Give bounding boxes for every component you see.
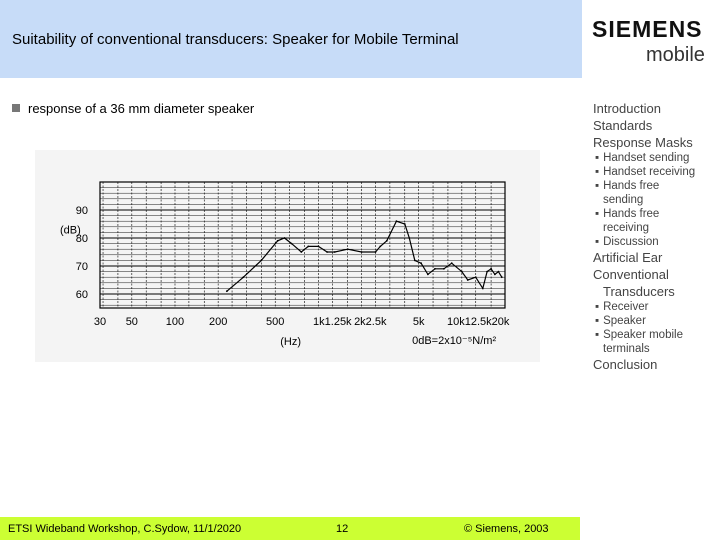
data-point <box>386 240 388 242</box>
data-point <box>334 251 336 253</box>
sidebar-section-standards[interactable]: Standards <box>593 118 653 133</box>
frequency-response-chart <box>35 150 540 362</box>
data-point <box>379 246 381 248</box>
data-point <box>396 220 398 222</box>
sidebar-section-artificial-ear[interactable]: Artificial Ear <box>593 250 663 265</box>
data-point <box>243 276 245 278</box>
small-square-bullet-icon: ▪ <box>595 180 600 192</box>
data-point <box>414 260 416 262</box>
sidebar-section-conventional[interactable]: Conventional <box>593 267 669 282</box>
sidebar-section-response-masks[interactable]: Response Masks <box>593 135 693 150</box>
slide-header <box>0 0 720 78</box>
data-point <box>486 271 488 273</box>
small-square-bullet-icon: ▪ <box>595 236 600 248</box>
data-point <box>326 251 328 253</box>
data-point <box>375 251 377 253</box>
sidebar-subitem[interactable] <box>583 300 720 314</box>
sidebar-agenda <box>583 100 720 520</box>
sidebar-section-introduction[interactable]: Introduction <box>593 101 661 116</box>
data-point <box>361 251 363 253</box>
y-tick-label: 60 <box>75 289 88 301</box>
sidebar-subitem-text: Handset receiving <box>603 166 696 178</box>
sidebar-section-conclusion[interactable]: Conclusion <box>593 357 658 372</box>
data-point <box>318 246 320 248</box>
x-tick-label: 30 <box>93 316 107 328</box>
sidebar-subitem-text: Discussion <box>603 236 659 248</box>
x-tick-label: 5k <box>412 316 425 328</box>
sidebar-subitem[interactable] <box>583 165 720 179</box>
data-point <box>501 276 503 278</box>
chart-svg <box>35 150 540 362</box>
sidebar-subitem-text: Hands free <box>603 208 660 220</box>
data-point <box>260 260 262 262</box>
logo-sub-text: mobile <box>646 44 705 66</box>
x-tick-label: 500 <box>266 316 285 328</box>
siemens-mobile-logo <box>582 0 720 78</box>
small-square-bullet-icon: ▪ <box>595 315 600 327</box>
footer-copyright: © Siemens, 2003 <box>464 523 549 535</box>
content-bullet-text: response of a 36 mm diameter speaker <box>28 101 255 116</box>
data-point <box>291 243 293 245</box>
content-bullet <box>12 101 254 116</box>
small-square-bullet-icon: ▪ <box>595 329 600 341</box>
page-number: 12 <box>336 523 349 535</box>
sidebar-subitem-text: terminals <box>603 343 650 355</box>
data-point <box>498 271 500 273</box>
data-point <box>434 268 436 270</box>
sidebar-subitem-text: sending <box>603 194 644 206</box>
data-point <box>461 271 463 273</box>
sidebar-section-transducers[interactable]: Transducers <box>603 284 675 299</box>
y-tick-label: 90 <box>75 205 88 217</box>
x-axis-label: (Hz) <box>280 336 302 348</box>
sidebar-subitem[interactable] <box>583 328 720 356</box>
sidebar-subitem-text: Speaker <box>603 315 646 327</box>
sidebar-subitem[interactable] <box>583 314 720 328</box>
sidebar-subitem[interactable] <box>583 151 720 165</box>
sidebar-subitem[interactable] <box>583 207 720 235</box>
data-point <box>307 246 309 248</box>
data-point <box>467 279 469 281</box>
data-point <box>494 274 496 276</box>
data-point <box>226 290 228 292</box>
data-point <box>300 251 302 253</box>
sidebar-subitem-text: Handset sending <box>603 152 690 164</box>
footer-left: ETSI Wideband Workshop, C.Sydow, 11/1/2020 <box>8 523 242 535</box>
series-line <box>227 221 502 291</box>
square-bullet-icon <box>12 104 20 112</box>
sidebar-subitem-text: Speaker mobile <box>603 329 683 341</box>
data-point <box>284 237 286 239</box>
sidebar-subitem-text: receiving <box>603 222 650 234</box>
data-point <box>475 276 477 278</box>
plot-frame <box>100 182 505 308</box>
slide-footer <box>0 517 580 540</box>
data-point <box>427 274 429 276</box>
x-tick-label: 2k2.5k <box>354 316 387 328</box>
sidebar-subitem-text: Hands free <box>603 180 660 192</box>
small-square-bullet-icon: ▪ <box>595 166 600 178</box>
x-tick-label: 200 <box>208 316 228 328</box>
data-point <box>420 262 422 264</box>
data-point <box>408 237 410 239</box>
data-point <box>490 268 492 270</box>
data-point <box>347 248 349 250</box>
logo-main-text: SIEMENS <box>592 16 703 42</box>
y-tick-label: 80 <box>75 233 88 245</box>
small-square-bullet-icon: ▪ <box>595 301 600 313</box>
data-point <box>451 262 453 264</box>
data-point <box>443 268 445 270</box>
small-square-bullet-icon: ▪ <box>595 208 600 220</box>
sidebar-subitem[interactable] <box>583 179 720 207</box>
small-square-bullet-icon: ▪ <box>595 152 600 164</box>
slide-title: Suitability of conventional transducers: Speaker for Mobile Terminal <box>12 31 459 48</box>
sidebar-subitem-text: Receiver <box>603 301 649 313</box>
x-tick-label: 50 <box>125 316 138 328</box>
data-point <box>277 240 279 242</box>
x-tick-label: 10k12.5k20k <box>446 316 510 328</box>
x-tick-label: 1k1.25k <box>313 316 352 328</box>
data-point <box>482 288 484 290</box>
x-tick-label: 100 <box>165 316 185 328</box>
reference-annotation: 0dB=2x10⁻⁵N/m² <box>412 335 497 347</box>
sidebar-subitem[interactable] <box>583 235 720 249</box>
y-tick-label: 70 <box>75 261 88 273</box>
data-point <box>404 223 406 225</box>
y-axis-label: (dB) <box>60 224 81 237</box>
